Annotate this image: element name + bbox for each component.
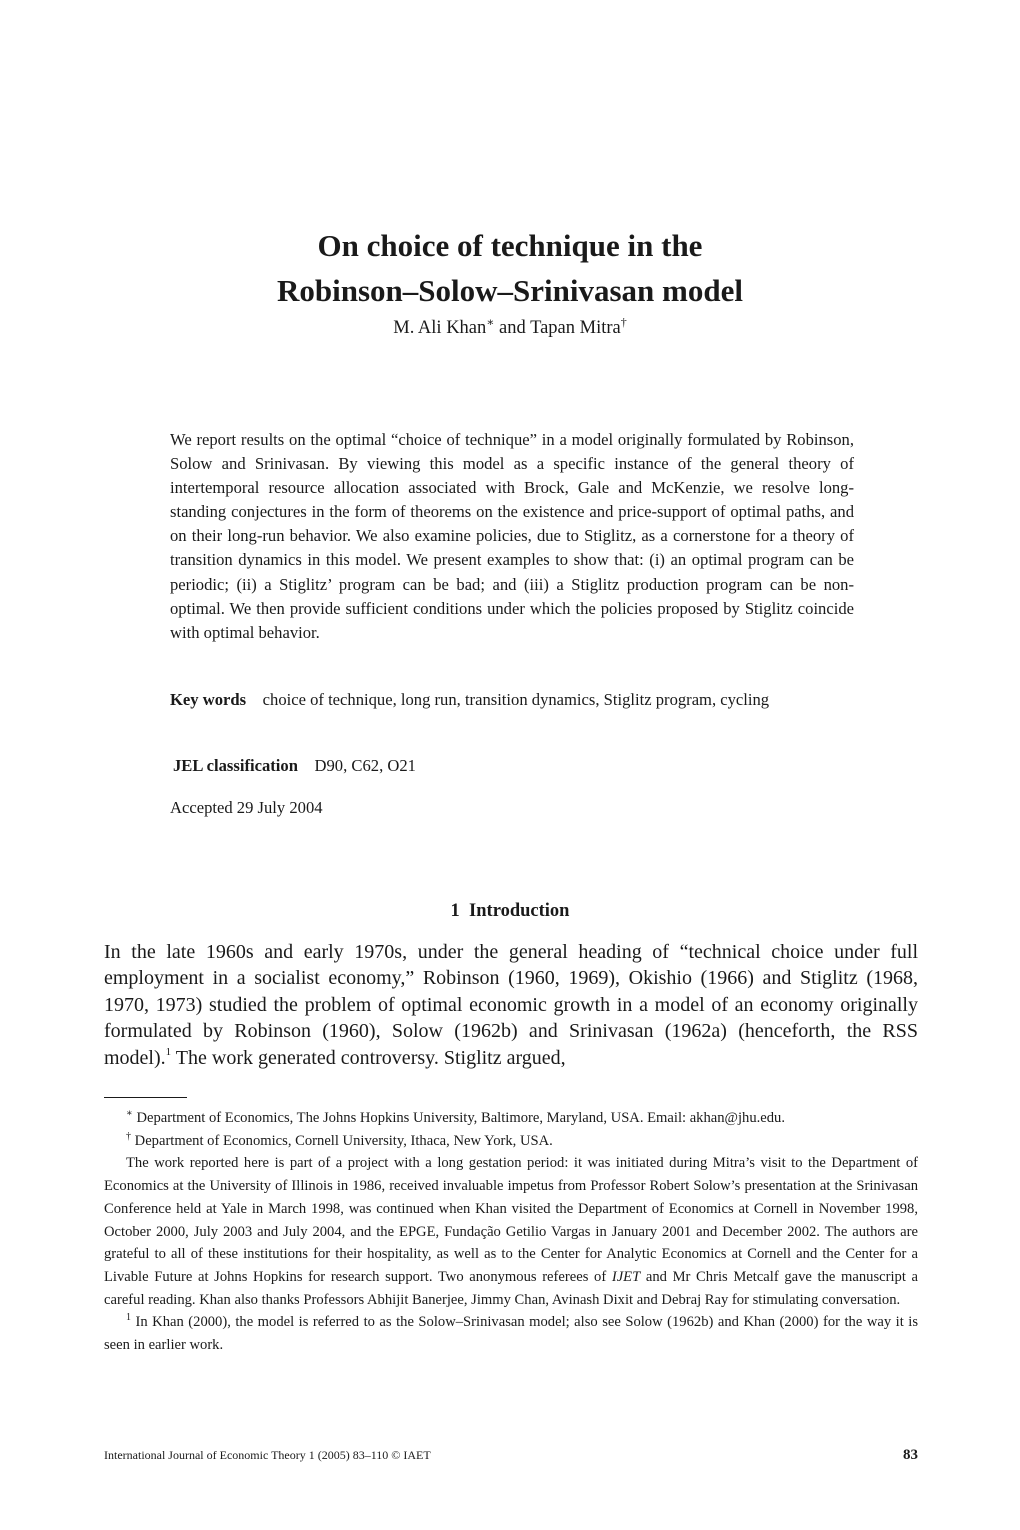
section-number: 1 [450, 901, 460, 922]
author-line [0, 315, 1020, 339]
footnote-khan-mark: ∗ [126, 1108, 133, 1119]
section-title: Introduction [469, 901, 570, 922]
paper-title [0, 223, 1020, 313]
footnote-1 [104, 1311, 918, 1356]
intro-text-continued: The work generated controversy. Stiglitz argued, [171, 1046, 566, 1069]
ack-journal: IJET [611, 1268, 641, 1285]
keywords [170, 688, 854, 712]
footnote-divider [104, 1097, 187, 1098]
page-number: 83 [903, 1447, 918, 1463]
author-khan: M. Ali Khan [393, 318, 487, 338]
footnote-1-mark: 1 [126, 1312, 131, 1324]
keywords-value: choice of technique, long run, transition dynamics, Stiglitz program, cycling [262, 690, 770, 709]
footnote-mitra [104, 1130, 918, 1153]
author-khan-mark: ∗ [486, 315, 495, 329]
accepted-date: Accepted 29 July 2004 [170, 798, 323, 817]
footnote-1-text: In Khan (2000), the model is referred to as the Solow–Srinivasan model; also see Solow (1962b) and Khan (2000) for the way it is seen in earlier work. [104, 1314, 918, 1354]
page-footer [104, 1447, 918, 1464]
intro-paragraph [104, 939, 918, 1071]
footnote-mitra-mark: † [126, 1130, 131, 1142]
abstract: We report results on the optimal “choice of technique” in a model originally formulated by Robinson, Solow and Srinivasan. By viewing this model as a specific instance of the general theory of intertemporal resource allocation associated with Brock, Gale and McKenzie, we resolve long-standing conjectures in the form of theorems on the existence and price-support of optimal paths, and on their long-run behavior. We also examine policies, due to Stiglitz, as a cornerstone for a theory of transition dynamics in this model. We present examples to show that: (i) an optimal program can be periodic; (ii) a Stiglitz’ program can be bad; and (iii) a Stiglitz production program can be non-optimal. We then provide sufficient conditions under which the policies proposed by Stiglitz coincide with optimal behavior. [170, 430, 854, 642]
intro-text: In the late 1960s and early 1970s, under the general heading of “technical choice under full employment in a socialist economy,” Robinson (1960, 1969), Okishio (1966) and Stiglitz (1968, 1970, 1973) studied the problem of optimal economic growth in a model of an economy originally formulated by Robinson (1960), Solow (1962b) and Srinivasan (1962a) (henceforth, the RSS model). [104, 941, 918, 1069]
jel-label: JEL classification [173, 756, 298, 775]
author-mitra-mark: † [620, 315, 627, 329]
intro-footnote-mark: 1 [165, 1045, 172, 1058]
journal-citation: International Journal of Economic Theory 1 (2005) 83–110 © IAET [104, 1448, 431, 1462]
ack-text-2: and Mr Chris Metcalf gave the manuscript a careful reading. Khan also thanks Professors Abhijit Banerjee, Jimmy Chan, Avinash Dixit and Debraj Ray for stimulating conversation. [104, 1268, 918, 1308]
jel-classification [173, 754, 857, 778]
section-heading [0, 901, 1020, 922]
ack-text-1: The work reported here is part of a project with a long gestation period: it was initiated during Mitra’s visit to the Department of Economics at the University of Illinois in 1986, received invaluable impetus from Professor Robert Solow’s presentation at the Srinivasan Conference held at Yale in March 1998, was continued when Khan visited the Department of Economics at Cornell in November 1998, October 2000, July 2003 and July 2004, and the EPGE, Fundação Getilio Vargas in January 2001 and December 2002. The authors are grateful to all of these institutions for their hospitality, as well as to the Center for Analytic Economics at Cornell and the Center for a Livable Future at Johns Hopkins for research support. Two anonymous referees of [104, 1155, 918, 1285]
footnote-khan-text: Department of Economics, The Johns Hopkins University, Baltimore, Maryland, USA. Email: akhan@jhu.edu. [132, 1110, 786, 1126]
title-line-2: Robinson–Solow–Srinivasan model [277, 272, 743, 308]
author-conjunction: and [494, 318, 531, 338]
footnote-mitra-text: Department of Economics, Cornell University, Ithaca, New York, USA. [131, 1132, 553, 1149]
footnote-acknowledgement [104, 1152, 918, 1311]
footnote-khan [104, 1107, 918, 1130]
keywords-label: Key words [170, 690, 247, 709]
title-line-1: On choice of technique in the [317, 227, 703, 263]
jel-value: D90, C62, O21 [314, 756, 416, 775]
footnotes [104, 1107, 918, 1357]
author-mitra: Tapan Mitra [530, 318, 621, 338]
